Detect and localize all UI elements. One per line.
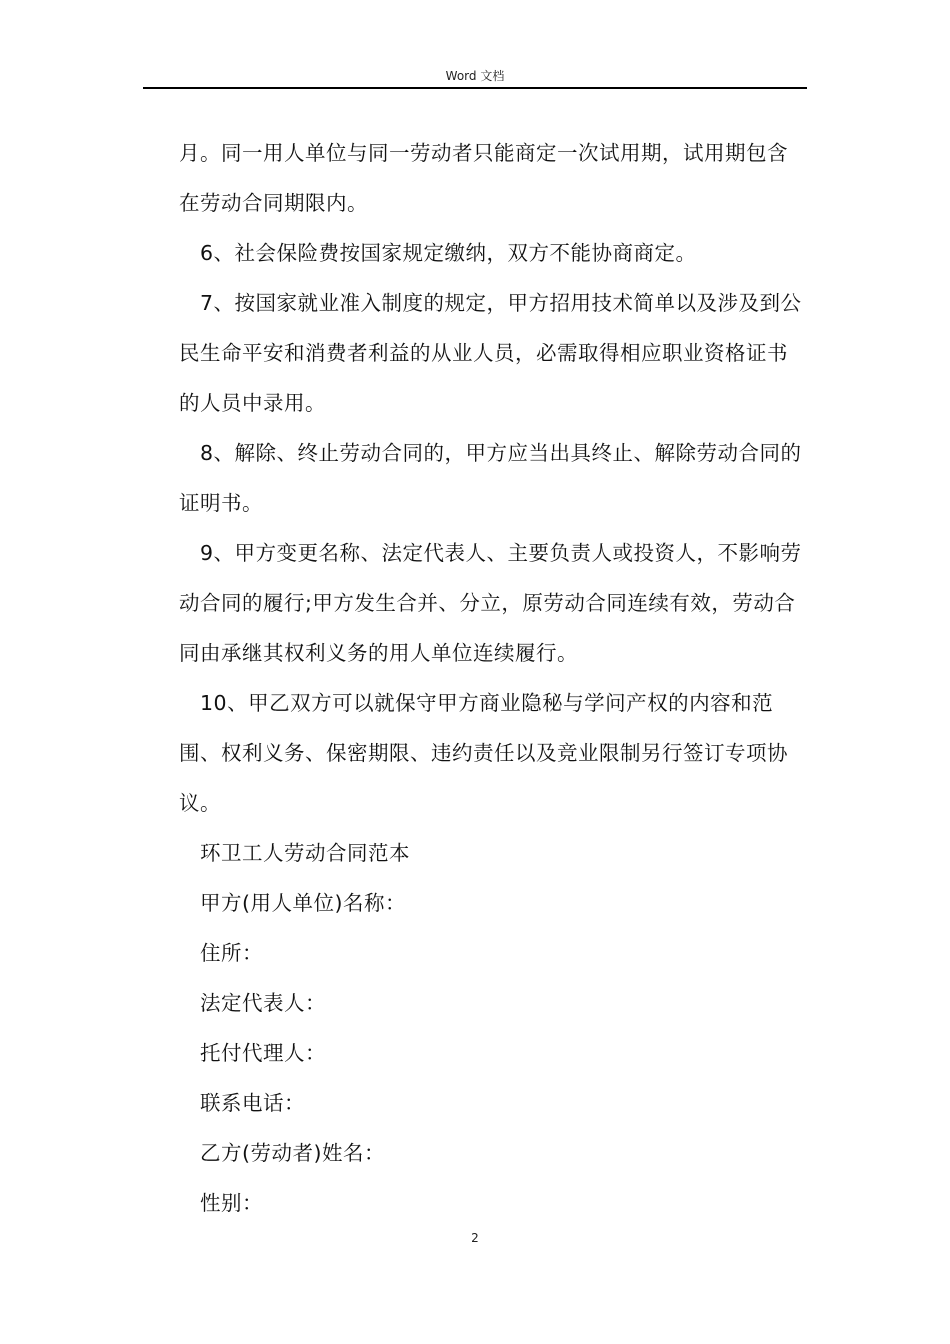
phone-field: 联系电话：	[200, 1091, 305, 1115]
page-header-title: Word 文档	[445, 69, 505, 83]
contract-title: 环卫工人劳动合同范本	[200, 841, 410, 865]
clause-10: 10、甲乙双方可以就保守甲方商业隐秘与学问产权的内容和范围、权利义务、保密期限、违约责任以及竞业限制另行签订专项协议。	[179, 691, 788, 815]
clause-8: 8、解除、终止劳动合同的，甲方应当出具终止、解除劳动合同的证明书。	[179, 441, 802, 515]
clause-7: 7、按国家就业准入制度的规定，甲方招用技术简单以及涉及到公民生命平安和消费者利益的从业人员，必需取得相应职业资格证书的人员中录用。	[179, 291, 802, 415]
clause-9: 9、甲方变更名称、法定代表人、主要负责人或投资人，不影响劳动合同的履行;甲方发生合并、分立，原劳动合同连续有效，劳动合同由承继其权利义务的用人单位连续履行。	[179, 541, 802, 665]
gender-field: 性别：	[200, 1191, 263, 1215]
employer-name-field: 甲方(用人单位)名称：	[200, 891, 406, 915]
paragraph-continuation: 月。同一用人单位与同一劳动者只能商定一次试用期，试用期包含在劳动合同期限内。	[179, 141, 788, 215]
authorized-agent-field: 托付代理人：	[200, 1041, 326, 1065]
page-number: 2	[471, 1231, 479, 1245]
header-divider	[143, 87, 807, 89]
clause-6: 6、社会保险费按国家规定缴纳，双方不能协商商定。	[200, 241, 697, 265]
address-field: 住所：	[200, 941, 263, 965]
document-body	[179, 128, 807, 1228]
legal-representative-field: 法定代表人：	[200, 991, 326, 1015]
employee-name-field: 乙方(劳动者)姓名：	[200, 1141, 385, 1165]
